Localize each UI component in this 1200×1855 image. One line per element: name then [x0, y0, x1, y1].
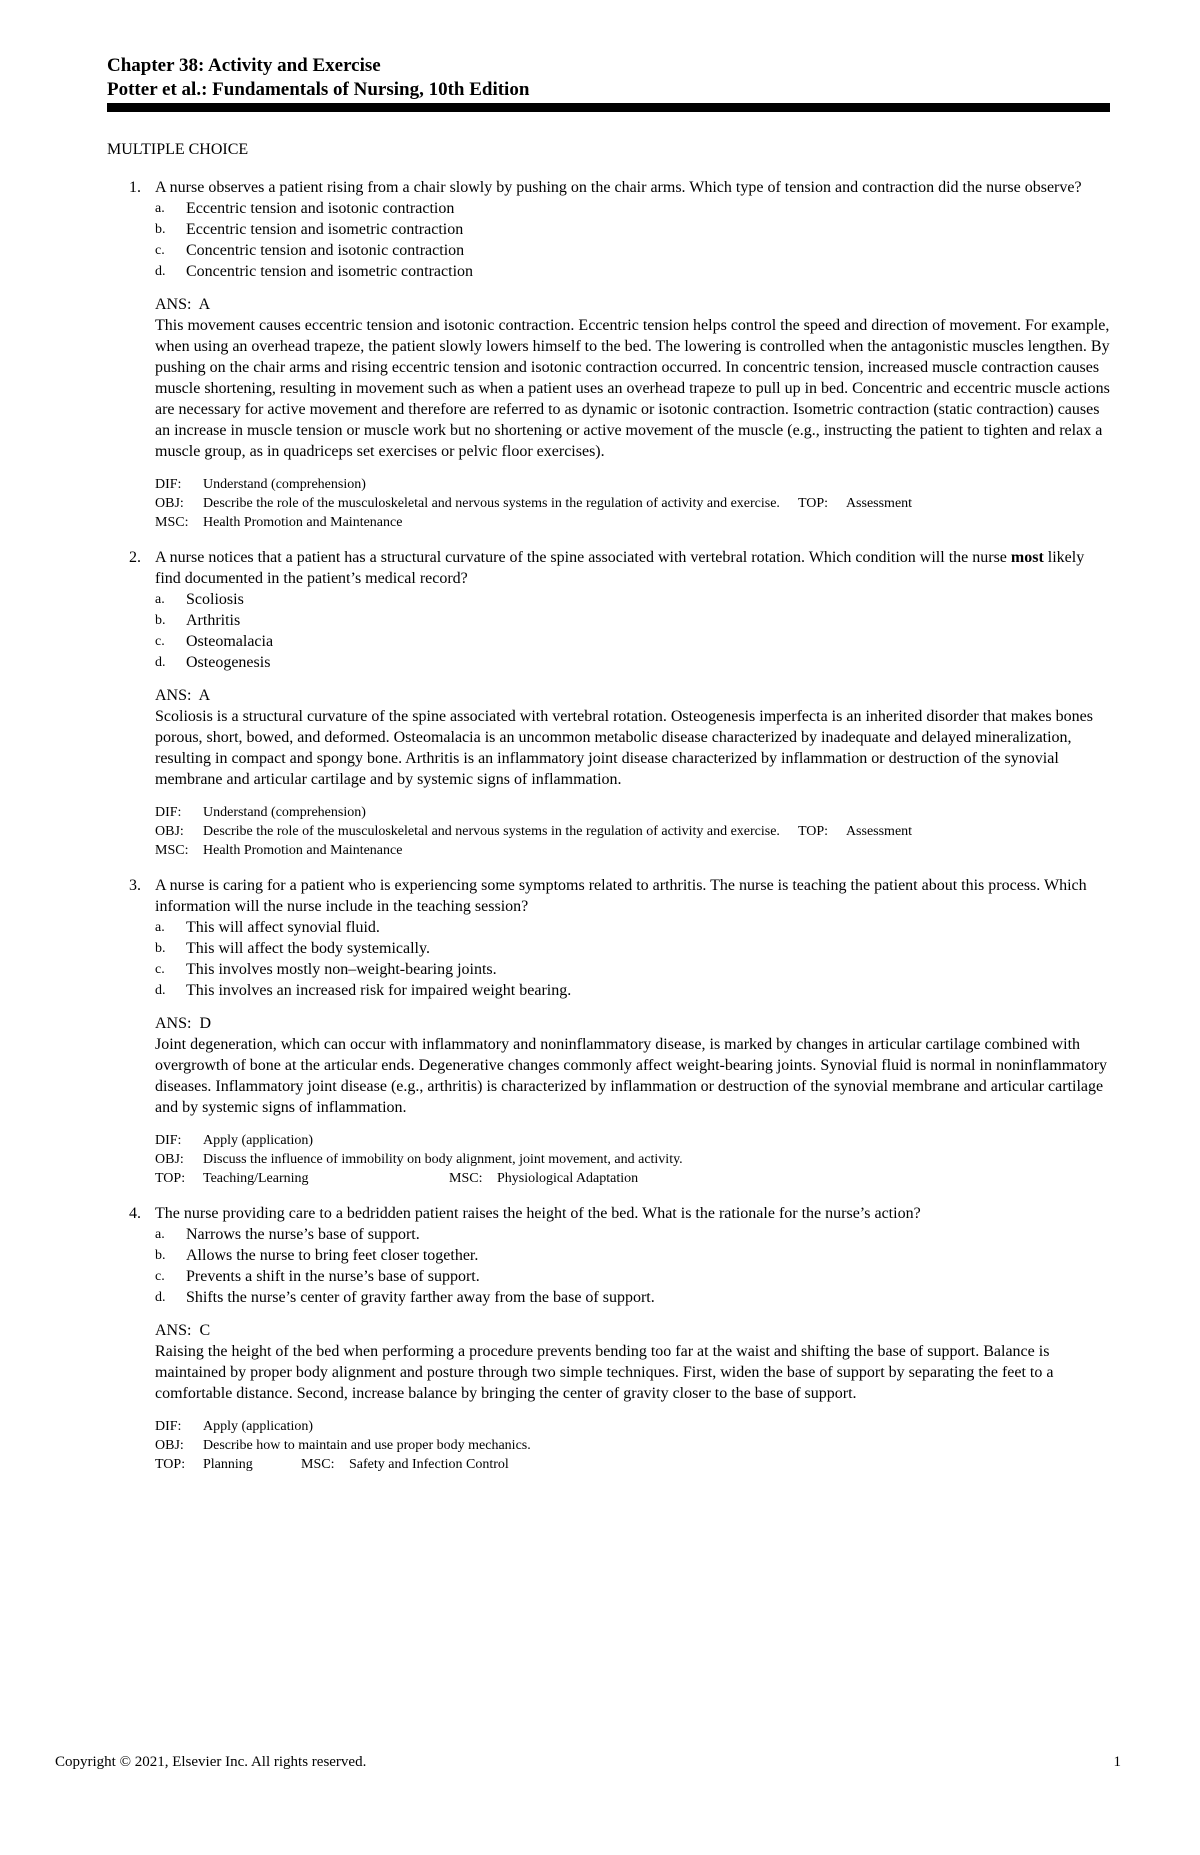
obj-label: OBJ: [155, 824, 184, 839]
answer-label: ANS: [155, 296, 192, 313]
top-msc-line [155, 1169, 1110, 1188]
question-stem: The nurse providing care to a bedridden patient raises the height of the bed. What is the rationale for the nurse’s action? [155, 1205, 921, 1222]
answer-key: D [199, 1015, 212, 1032]
dif-value: Apply (application) [203, 1133, 314, 1148]
top-value: Planning [203, 1457, 253, 1472]
option-text: This will affect the body systemically. [186, 940, 430, 957]
question-3 [107, 875, 1110, 1188]
option-text: Osteogenesis [186, 654, 271, 671]
question-2 [107, 547, 1110, 860]
dif-line [155, 803, 1110, 822]
top-label: TOP: [797, 496, 829, 511]
question-stem: A nurse observes a patient rising from a chair slowly by pushing on the chair arms. Which type of tension and contraction did the nurse observe? [155, 179, 1082, 196]
obj-label: OBJ: [155, 496, 184, 511]
option-letter: a. [155, 1227, 165, 1242]
option-text: Allows the nurse to bring feet closer together. [186, 1247, 479, 1264]
option-letter: a. [155, 920, 165, 935]
answer-options [155, 1224, 1110, 1308]
option-text: Narrows the nurse’s base of support. [186, 1226, 420, 1243]
option-text: This involves mostly non–weight-bearing joints. [186, 961, 497, 978]
option-letter: d. [155, 983, 166, 998]
question-number: 2. [129, 549, 141, 566]
msc-label: MSC: [301, 1457, 335, 1472]
answer-key: A [198, 687, 211, 704]
answer-key: C [199, 1322, 211, 1339]
option-c [155, 240, 1110, 261]
dif-line [155, 475, 1110, 494]
msc-value: Health Promotion and Maintenance [203, 843, 403, 858]
obj-line [155, 822, 1110, 841]
option-a [155, 589, 1110, 610]
option-text: Eccentric tension and isometric contraction [186, 221, 464, 238]
option-letter: c. [155, 243, 165, 258]
msc-label: MSC: [449, 1171, 483, 1186]
answer-line [155, 1013, 1110, 1034]
dif-line [155, 1417, 1110, 1436]
top-msc-line [155, 1455, 1110, 1474]
answer-line [155, 685, 1110, 706]
question-1 [107, 177, 1110, 532]
option-b [155, 610, 1110, 631]
stem-text: likely find documented in the patient’s medical record? [155, 549, 1085, 587]
obj-line [155, 1150, 1110, 1169]
obj-value: Discuss the influence of immobility on body alignment, joint movement, and activity. [203, 1152, 683, 1167]
option-text: Arthritis [186, 612, 241, 629]
option-text: Prevents a shift in the nurse’s base of support. [186, 1268, 480, 1285]
chapter-title: Chapter 38: Activity and Exercise [107, 55, 381, 76]
obj-line [155, 1436, 1110, 1455]
top-value: Assessment [845, 496, 913, 511]
copyright-notice: Copyright © 2021, Elsevier Inc. All rights reserved. [55, 1754, 367, 1770]
option-text: Scoliosis [186, 591, 244, 608]
option-text: Osteomalacia [186, 633, 274, 650]
question-metadata [155, 1131, 1110, 1188]
answer-block [155, 1320, 1110, 1404]
option-d [155, 261, 1110, 282]
option-c [155, 631, 1110, 652]
question-number: 3. [129, 877, 141, 894]
dif-value: Apply (application) [203, 1419, 314, 1434]
obj-line [155, 494, 1110, 513]
option-letter: b. [155, 222, 166, 237]
msc-value: Physiological Adaptation [497, 1171, 639, 1186]
dif-label: DIF: [155, 477, 182, 492]
option-a [155, 198, 1110, 219]
option-letter: b. [155, 941, 166, 956]
stem-text: A nurse notices that a patient has a structural curvature of the spine associated with vertebral rotation. Which condition will the nurse [155, 549, 1011, 566]
option-letter: c. [155, 962, 165, 977]
question-metadata [155, 1417, 1110, 1474]
rationale: This movement causes eccentric tension and isotonic contraction. Eccentric tension helps control the speed and direction of movement. For example, when using an overhead trapeze, the patient slowly lowers himself to the bed. The lowering is controlled when the antagonistic muscles lengthen. By pushing on the chair arms and rising eccentric tension and isotonic contraction occurred. In concentric tension, increased muscle contraction causes muscle shortening, resulting in movement such as when a patient uses an overhead trapeze to pull up in bed. Concentric and eccentric muscle actions are necessary for active movement and therefore are referred to as dynamic or isotonic contraction. Isometric contraction (static contraction) causes an increase in muscle tension or muscle work but no shortening or active movement of the muscle (e.g., instructing the patient to tighten and relax a muscle group, as in quadriceps set exercises or pelvic floor exercises). [155, 317, 1110, 460]
dif-label: DIF: [155, 1133, 182, 1148]
dif-line [155, 1131, 1110, 1150]
option-text: Eccentric tension and isotonic contraction [186, 200, 455, 217]
option-text: This will affect synovial fluid. [186, 919, 380, 936]
page-header [107, 54, 1110, 112]
option-b [155, 938, 1110, 959]
option-letter: a. [155, 592, 165, 607]
option-letter: b. [155, 1248, 166, 1263]
option-text: Shifts the nurse’s center of gravity farther away from the base of support. [186, 1289, 655, 1306]
option-d [155, 652, 1110, 673]
rationale: Raising the height of the bed when performing a procedure prevents bending too far at the waist and shifting the base of support. Balance is maintained by proper body alignment and posture through two simple techniques. First, widen the base of support by separating the feet to a comfortable distance. Second, increase balance by bringing the center of gravity closer to the base of support. [155, 1343, 1054, 1402]
option-letter: a. [155, 201, 165, 216]
answer-options [155, 198, 1110, 282]
option-letter: d. [155, 1290, 166, 1305]
option-a [155, 1224, 1110, 1245]
option-d [155, 980, 1110, 1001]
question-number: 1. [129, 179, 141, 196]
msc-line [155, 841, 1110, 860]
question-stem [155, 547, 1110, 589]
rationale: Scoliosis is a structural curvature of the spine associated with vertebral rotation. Osteogenesis imperfecta is an inherited disorder that makes bones porous, short, bowed, and deformed. Osteomalacia is an uncommon metabolic disease characterized by inadequate and delayed mineralization, resulting in compact and spongy bone. Arthritis is an inflammatory joint disease characterized by inflammation or destruction of the synovial membrane and articular cartilage and by systemic signs of inflammation. [155, 708, 1093, 788]
option-text: Concentric tension and isometric contraction [186, 263, 474, 280]
question-metadata [155, 475, 1110, 532]
question-number: 4. [129, 1205, 141, 1222]
answer-block [155, 294, 1110, 462]
option-b [155, 219, 1110, 240]
section-title: MULTIPLE CHOICE [107, 141, 249, 158]
option-letter: c. [155, 634, 165, 649]
answer-line [155, 294, 1110, 315]
answer-options [155, 589, 1110, 673]
obj-label: OBJ: [155, 1152, 184, 1167]
answer-options [155, 917, 1110, 1001]
stem-emphasis: most [1010, 549, 1044, 566]
option-letter: d. [155, 655, 166, 670]
obj-label: OBJ: [155, 1438, 184, 1453]
top-value: Teaching/Learning [203, 1171, 309, 1186]
answer-block [155, 685, 1110, 790]
option-letter: b. [155, 613, 166, 628]
rationale: Joint degeneration, which can occur with inflammatory and noninflammatory disease, is marked by changes in articular cartilage combined with overgrowth of bone at the articular ends. Degenerative changes commonly affect weight-bearing joints. Synovial fluid is normal in noninflammatory diseases. Inflammatory joint disease (e.g., arthritis) is characterized by inflammation or destruction of the synovial membrane and articular cartilage and by systemic signs of inflammation. [155, 1036, 1108, 1116]
option-letter: d. [155, 264, 166, 279]
answer-line [155, 1320, 1110, 1341]
dif-value: Understand (comprehension) [203, 805, 366, 820]
page-number: 1 [1113, 1754, 1121, 1770]
top-label: TOP: [797, 824, 829, 839]
msc-line [155, 513, 1110, 532]
answer-key: A [198, 296, 211, 313]
obj-value: Describe the role of the musculoskeletal and nervous systems in the regulation of activity and exercise. [203, 824, 780, 839]
dif-value: Understand (comprehension) [203, 477, 366, 492]
dif-label: DIF: [155, 1419, 182, 1434]
msc-value: Safety and Infection Control [349, 1457, 509, 1472]
msc-label: MSC: [155, 843, 189, 858]
option-b [155, 1245, 1110, 1266]
answer-label: ANS: [155, 1322, 192, 1339]
option-c [155, 1266, 1110, 1287]
obj-value: Describe the role of the musculoskeletal and nervous systems in the regulation of activity and exercise. [203, 496, 780, 511]
option-a [155, 917, 1110, 938]
top-label: TOP: [155, 1171, 186, 1186]
answer-label: ANS: [155, 1015, 192, 1032]
msc-label: MSC: [155, 515, 189, 530]
book-title: Potter et al.: Fundamentals of Nursing, 10th Edition [107, 79, 530, 100]
answer-label: ANS: [155, 687, 192, 704]
top-value: Assessment [845, 824, 913, 839]
answer-block [155, 1013, 1110, 1118]
question-4 [107, 1203, 1110, 1474]
option-text: This involves an increased risk for impaired weight bearing. [186, 982, 572, 999]
top-label: TOP: [155, 1457, 186, 1472]
obj-value: Describe how to maintain and use proper body mechanics. [203, 1438, 531, 1453]
option-d [155, 1287, 1110, 1308]
msc-value: Health Promotion and Maintenance [203, 515, 403, 530]
question-metadata [155, 803, 1110, 860]
dif-label: DIF: [155, 805, 182, 820]
option-letter: c. [155, 1269, 165, 1284]
header-rule [107, 103, 1110, 112]
question-stem: A nurse is caring for a patient who is experiencing some symptoms related to arthritis. The nurse is teaching the patient about this process. Which information will the nurse include in the teaching session? [155, 877, 1087, 915]
option-text: Concentric tension and isotonic contraction [186, 242, 465, 259]
question-list [107, 177, 1110, 1489]
option-c [155, 959, 1110, 980]
